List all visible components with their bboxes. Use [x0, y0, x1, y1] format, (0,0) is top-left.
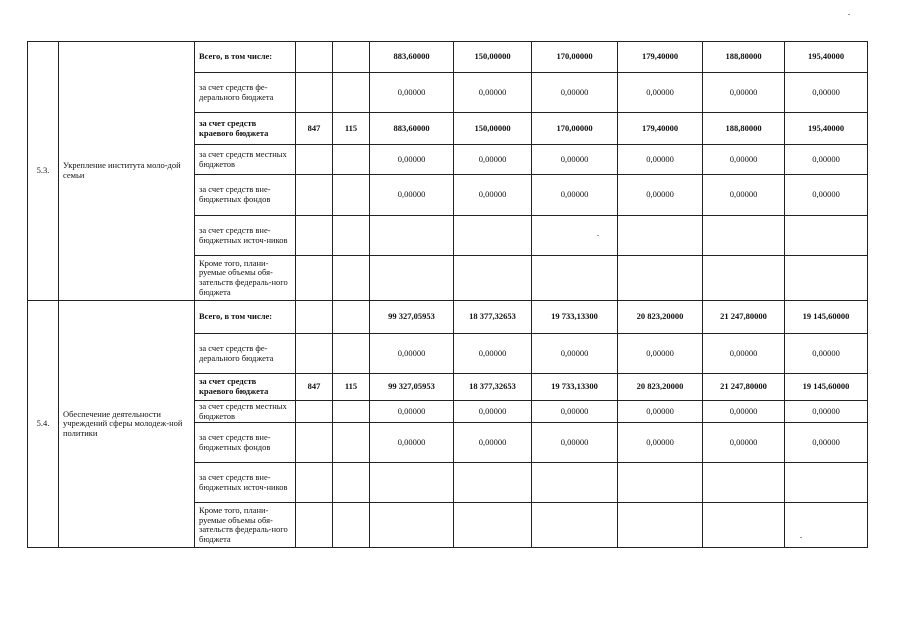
- budget-code-cell: [333, 175, 370, 216]
- amount-cell: 19 733,13300: [532, 374, 618, 401]
- funding-source-label: Кроме того, плани-руемые объемы обя-зательств федераль-ного бюджета: [195, 503, 296, 548]
- budget-code-cell: [296, 175, 333, 216]
- amount-cell: 0,00000: [703, 423, 785, 463]
- budget-code-cell: [333, 334, 370, 374]
- amount-cell: [618, 503, 703, 548]
- amount-cell: 0,00000: [454, 334, 532, 374]
- amount-cell: 0,00000: [785, 423, 868, 463]
- amount-cell: 188,80000: [703, 42, 785, 73]
- budget-code-cell: [296, 334, 333, 374]
- budget-code-cell: [296, 463, 333, 503]
- budget-table: [27, 41, 868, 548]
- amount-cell: 0,00000: [785, 175, 868, 216]
- amount-cell: 0,00000: [532, 145, 618, 175]
- budget-code-cell: [296, 423, 333, 463]
- section-title: Обеспечение деятельности учреждений сферы молодеж-ной политики: [59, 301, 195, 548]
- budget-code-cell: [333, 73, 370, 113]
- funding-source-label: за счет средств вне-бюджетных фондов: [195, 423, 296, 463]
- amount-cell: 0,00000: [454, 73, 532, 113]
- amount-cell: 0,00000: [618, 73, 703, 113]
- amount-cell: 0,00000: [532, 334, 618, 374]
- funding-source-label: Всего, в том числе:: [195, 301, 296, 334]
- amount-cell: 0,00000: [370, 145, 454, 175]
- budget-code-cell: [333, 301, 370, 334]
- funding-source-label: Всего, в том числе:: [195, 42, 296, 73]
- amount-cell: [618, 216, 703, 256]
- amount-cell: 99 327,05953: [370, 301, 454, 334]
- amount-cell: 0,00000: [532, 401, 618, 423]
- budget-code-cell: [333, 256, 370, 301]
- amount-cell: 0,00000: [532, 175, 618, 216]
- budget-code-cell: [333, 503, 370, 548]
- scan-speck: [597, 235, 599, 236]
- amount-cell: 20 823,20000: [618, 374, 703, 401]
- budget-code-cell: 847: [296, 374, 333, 401]
- table-row: [28, 301, 868, 334]
- budget-code-cell: [296, 256, 333, 301]
- amount-cell: [454, 216, 532, 256]
- budget-code-cell: [333, 42, 370, 73]
- budget-code-cell: [333, 145, 370, 175]
- amount-cell: 21 247,80000: [703, 374, 785, 401]
- table-row: [28, 42, 868, 73]
- funding-source-label: за счет средств краевого бюджета: [195, 374, 296, 401]
- amount-cell: 0,00000: [785, 73, 868, 113]
- amount-cell: 18 377,32653: [454, 301, 532, 334]
- amount-cell: 0,00000: [618, 334, 703, 374]
- amount-cell: 0,00000: [454, 423, 532, 463]
- amount-cell: 0,00000: [785, 145, 868, 175]
- amount-cell: [532, 216, 618, 256]
- amount-cell: 150,00000: [454, 42, 532, 73]
- amount-cell: [370, 256, 454, 301]
- budget-code-cell: [333, 401, 370, 423]
- amount-cell: 883,60000: [370, 42, 454, 73]
- budget-code-cell: [296, 145, 333, 175]
- amount-cell: 0,00000: [370, 334, 454, 374]
- amount-cell: [785, 216, 868, 256]
- amount-cell: 188,80000: [703, 113, 785, 145]
- amount-cell: [618, 463, 703, 503]
- amount-cell: 99 327,05953: [370, 374, 454, 401]
- amount-cell: 179,40000: [618, 113, 703, 145]
- funding-source-label: за счет средств вне-бюджетных фондов: [195, 175, 296, 216]
- amount-cell: 0,00000: [618, 423, 703, 463]
- amount-cell: [370, 216, 454, 256]
- amount-cell: 0,00000: [785, 334, 868, 374]
- amount-cell: 195,40000: [785, 42, 868, 73]
- amount-cell: [532, 463, 618, 503]
- amount-cell: 0,00000: [703, 175, 785, 216]
- amount-cell: 0,00000: [532, 73, 618, 113]
- budget-code-cell: [333, 216, 370, 256]
- amount-cell: 0,00000: [703, 73, 785, 113]
- budget-code-cell: 115: [333, 374, 370, 401]
- amount-cell: [618, 256, 703, 301]
- section-index: 5.3.: [28, 42, 59, 301]
- budget-code-cell: [296, 503, 333, 548]
- amount-cell: 20 823,20000: [618, 301, 703, 334]
- amount-cell: 0,00000: [454, 401, 532, 423]
- amount-cell: 0,00000: [618, 401, 703, 423]
- amount-cell: 0,00000: [454, 145, 532, 175]
- amount-cell: 0,00000: [532, 423, 618, 463]
- amount-cell: 0,00000: [370, 73, 454, 113]
- amount-cell: 0,00000: [785, 401, 868, 423]
- amount-cell: [785, 503, 868, 548]
- amount-cell: [703, 463, 785, 503]
- amount-cell: [785, 256, 868, 301]
- section-title: Укрепление института моло-дой семьи: [59, 42, 195, 301]
- amount-cell: 21 247,80000: [703, 301, 785, 334]
- amount-cell: 0,00000: [370, 401, 454, 423]
- funding-source-label: за счет средств местных бюджетов: [195, 401, 296, 423]
- amount-cell: [454, 503, 532, 548]
- funding-source-label: за счет средств вне-бюджетных источ-ников: [195, 463, 296, 503]
- budget-code-cell: [296, 401, 333, 423]
- amount-cell: [370, 463, 454, 503]
- budget-code-cell: [296, 301, 333, 334]
- amount-cell: 883,60000: [370, 113, 454, 145]
- funding-source-label: за счет средств вне-бюджетных источ-ников: [195, 216, 296, 256]
- amount-cell: [785, 463, 868, 503]
- amount-cell: 19 145,60000: [785, 374, 868, 401]
- amount-cell: 0,00000: [370, 423, 454, 463]
- amount-cell: [454, 463, 532, 503]
- budget-code-cell: [333, 463, 370, 503]
- amount-cell: 0,00000: [370, 175, 454, 216]
- amount-cell: [703, 256, 785, 301]
- scan-speck: [848, 14, 850, 15]
- budget-code-cell: [296, 216, 333, 256]
- budget-code-cell: [296, 73, 333, 113]
- section-index: 5.4.: [28, 301, 59, 548]
- funding-source-label: за счет средств фе-дерального бюджета: [195, 334, 296, 374]
- budget-code-cell: 847: [296, 113, 333, 145]
- amount-cell: [454, 256, 532, 301]
- funding-source-label: за счет средств фе-дерального бюджета: [195, 73, 296, 113]
- amount-cell: 195,40000: [785, 113, 868, 145]
- funding-source-label: за счет средств краевого бюджета: [195, 113, 296, 145]
- amount-cell: [703, 216, 785, 256]
- amount-cell: 0,00000: [703, 401, 785, 423]
- budget-code-cell: [296, 42, 333, 73]
- amount-cell: 0,00000: [454, 175, 532, 216]
- amount-cell: 179,40000: [618, 42, 703, 73]
- amount-cell: [532, 256, 618, 301]
- amount-cell: [703, 503, 785, 548]
- amount-cell: 0,00000: [618, 175, 703, 216]
- amount-cell: [370, 503, 454, 548]
- funding-source-label: за счет средств местных бюджетов: [195, 145, 296, 175]
- amount-cell: 0,00000: [618, 145, 703, 175]
- amount-cell: 170,00000: [532, 113, 618, 145]
- budget-code-cell: [333, 423, 370, 463]
- amount-cell: 19 145,60000: [785, 301, 868, 334]
- scan-speck: [800, 537, 802, 538]
- amount-cell: 170,00000: [532, 42, 618, 73]
- amount-cell: 0,00000: [703, 145, 785, 175]
- amount-cell: 0,00000: [703, 334, 785, 374]
- amount-cell: 19 733,13300: [532, 301, 618, 334]
- amount-cell: 150,00000: [454, 113, 532, 145]
- amount-cell: 18 377,32653: [454, 374, 532, 401]
- budget-table-body: [28, 42, 868, 548]
- amount-cell: [532, 503, 618, 548]
- budget-code-cell: 115: [333, 113, 370, 145]
- funding-source-label: Кроме того, плани-руемые объемы обя-зательств федераль-ного бюджета: [195, 256, 296, 301]
